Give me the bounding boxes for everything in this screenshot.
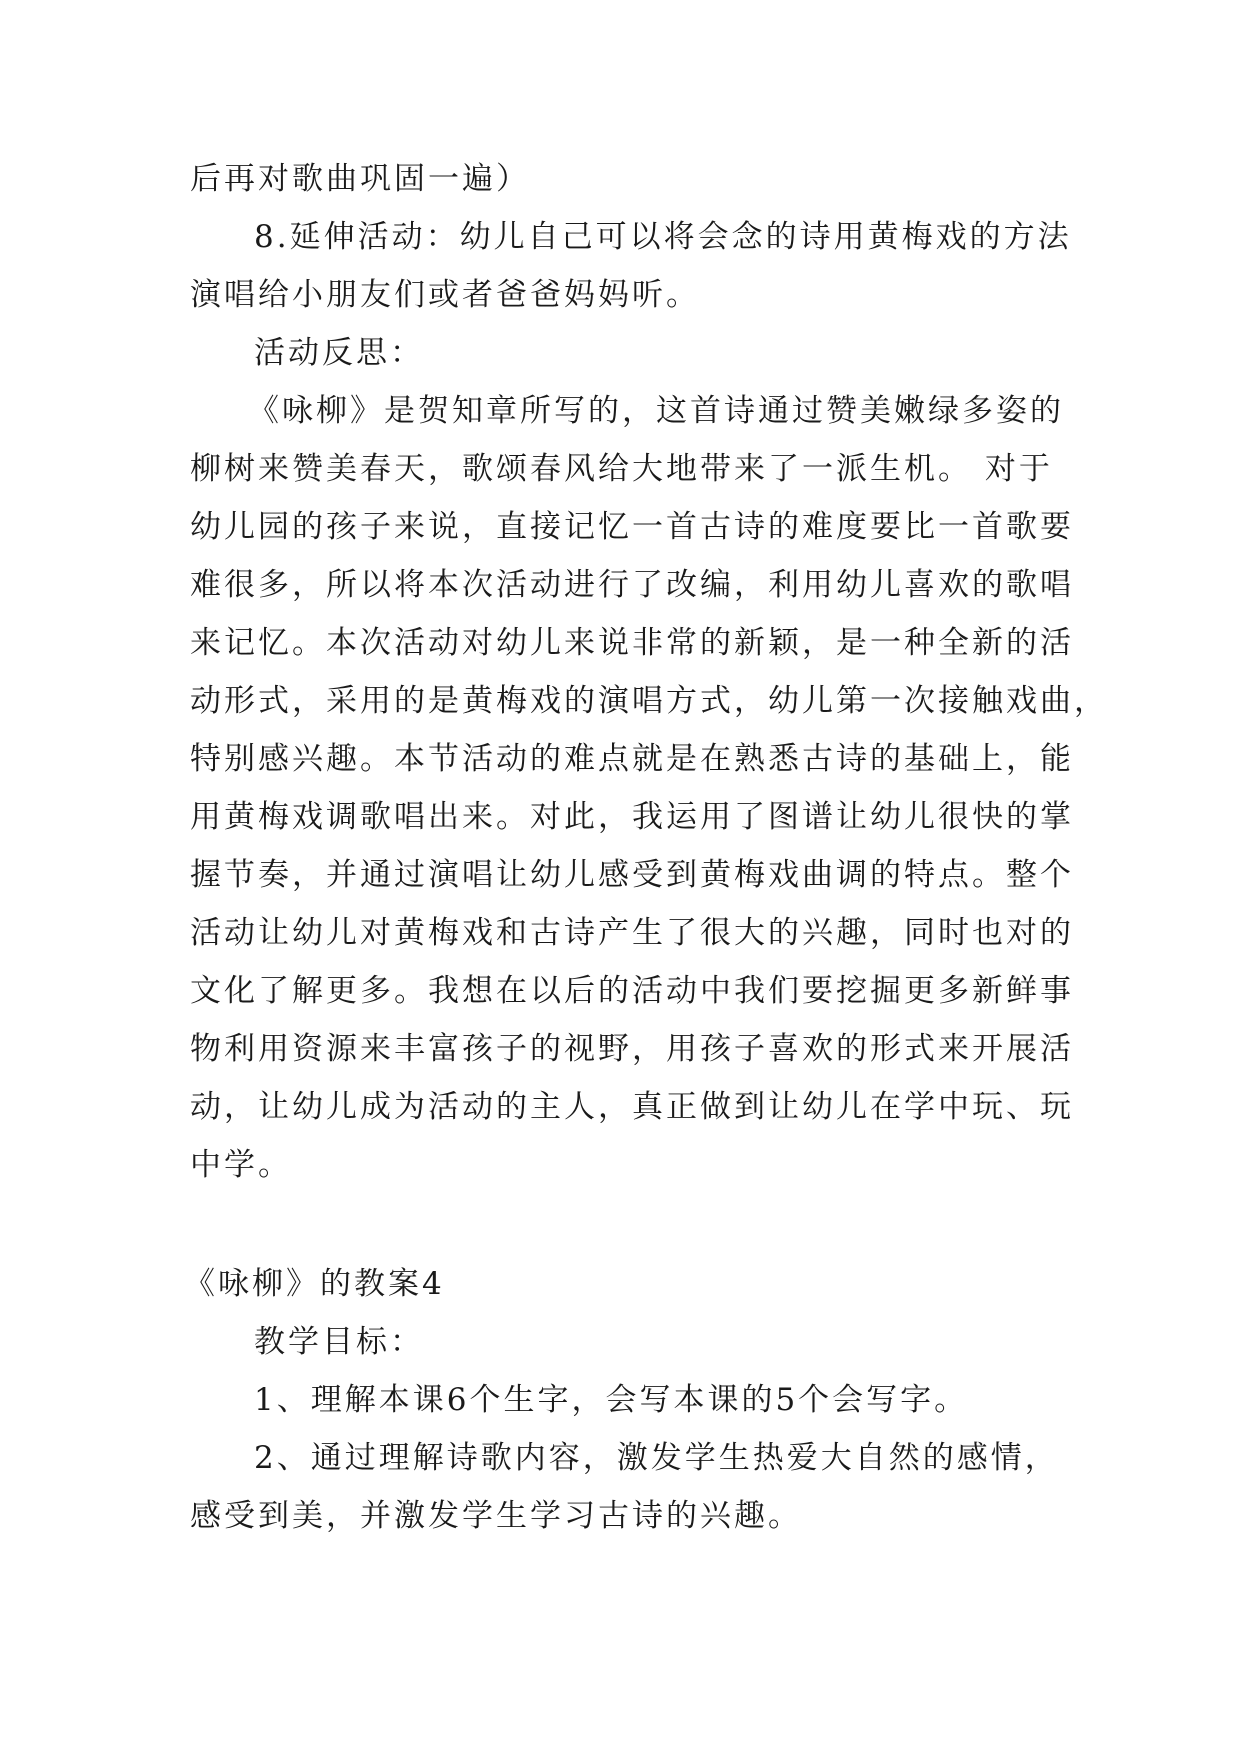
teaching-goals-heading: 教学目标： xyxy=(254,1324,424,1360)
reflection-paragraph-line: 活动让幼儿对黄梅戏和古诗产生了很大的兴趣，同时也对的 xyxy=(190,915,1074,951)
lesson-body-continued xyxy=(190,150,1108,1194)
body-line: 演唱给小朋友们或者爸爸妈妈听。 xyxy=(190,277,700,313)
reflection-paragraph-line: 幼儿园的孩子来说，直接记忆一首古诗的难度要比一首歌要 xyxy=(190,509,1074,545)
reflection-heading: 活动反思： xyxy=(254,335,424,371)
teaching-goal-item-continued: 感受到美，并激发学生学习古诗的兴趣。 xyxy=(190,1498,802,1534)
body-line: 后再对歌曲巩固一遍） xyxy=(190,161,530,197)
reflection-paragraph-line: 特别感兴趣。本节活动的难点就是在熟悉古诗的基础上，能 xyxy=(190,741,1074,777)
reflection-paragraph-line: 来记忆。本次活动对幼儿来说非常的新颖，是一种全新的活 xyxy=(190,625,1074,661)
section-heading: 《咏柳》的教案4 xyxy=(184,1266,445,1302)
reflection-paragraph-line: 柳树来赞美春天，歌颂春风给大地带来了一派生机。 对于 xyxy=(190,451,1053,487)
reflection-paragraph-line: 动形式，采用的是黄梅戏的演唱方式，幼儿第一次接触戏曲， xyxy=(190,683,1108,719)
reflection-paragraph-line: 中学。 xyxy=(190,1147,292,1183)
reflection-paragraph-line: 难很多，所以将本次活动进行了改编，利用幼儿喜欢的歌唱 xyxy=(190,567,1074,603)
reflection-paragraph-line: 动，让幼儿成为活动的主人，真正做到让幼儿在学中玩、玩 xyxy=(190,1089,1074,1125)
reflection-paragraph-line: 《咏柳》是贺知章所写的，这首诗通过赞美嫩绿多姿的 xyxy=(248,393,1064,429)
reflection-paragraph-line: 用黄梅戏调歌唱出来。对此，我运用了图谱让幼儿很快的掌 xyxy=(190,799,1074,835)
teaching-goal-item: 1、理解本课6个生字，会写本课的5个会写字。 xyxy=(254,1382,969,1418)
reflection-paragraph-line: 握节奏，并通过演唱让幼儿感受到黄梅戏曲调的特点。整个 xyxy=(190,857,1074,893)
extension-activity-line: 8.延伸活动：幼儿自己可以将会念的诗用黄梅戏的方法 xyxy=(254,219,1072,255)
reflection-paragraph-line: 文化了解更多。我想在以后的活动中我们要挖掘更多新鲜事 xyxy=(190,973,1074,1009)
teaching-goal-item: 2、通过理解诗歌内容，激发学生热爱大自然的感情， xyxy=(254,1440,1059,1476)
reflection-paragraph-line: 物利用资源来丰富孩子的视野，用孩子喜欢的形式来开展活 xyxy=(190,1031,1074,1067)
lesson-plan-4 xyxy=(184,1255,1059,1545)
